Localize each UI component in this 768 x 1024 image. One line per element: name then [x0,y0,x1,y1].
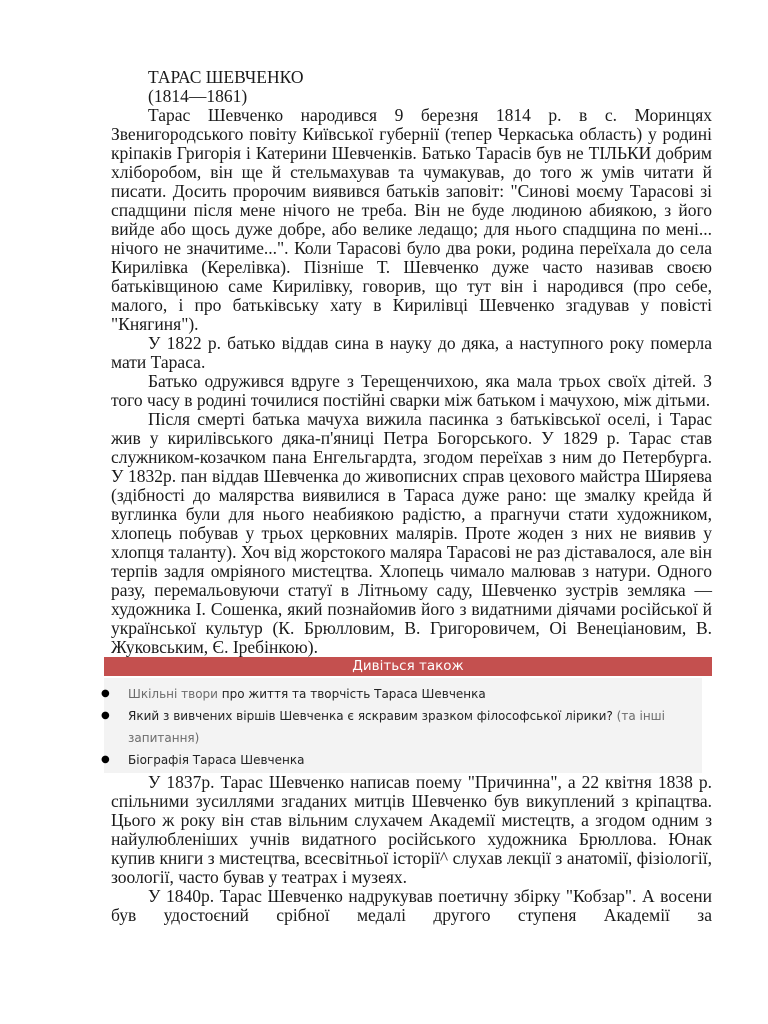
see-also-box [101,657,712,773]
paragraph-petersburg: Після смерті батька мачуха вижила пасинка з батьківської оселі, і Тарас жив у кирилівського дяка-п'яниці Петра Богорського. У 1829 р. Тарас став служником-козачком пана Енгельгардта, згодом переїхав з ним до Петербурга. У 1832р. пан віддав Шевченка до живописних справ цехового майстра Ширяева (здібності до малярства виявилися в Тараса дуже рано: ще змалку крейда й вуглинка були для нього неабиякою радістю, а прагнучи стати художником, хлопець побував у трьох церковних малярів. Проте жоден з них не виявив у хлопця таланту). Хоч від жорстокого маляра Тарасові не раз діставалося, але він терпів задля омріяного мистецтва. Хлопець чимало малював з натури. Одного разу, перемальовуючи статуї в Літньому саду, Шевченко зустрів земляка — художника І. Сошенка, який познайомив його з видатними діячами російської й української культур (К. Брюлловим, В. Григоровичем, Оі Венеціановим, В. Жуковським, Є. Іребінкою). [111,409,712,657]
document-title: ТАРАС ШЕВЧЕНКО [148,67,304,87]
paragraph-1822: У 1822 р. батько віддав сина в науку до дяка, а наступного року померла мати Тараса. [111,333,712,372]
paragraph-birth: Тарас Шевченко народився 9 березня 1814 р. в с. Моринцях Звенигородського повіту Київської губернії (тепер Черкаська область) у родині кріпаків Григорія і Катерини Шевченків. Батько Тарасів був не ТІЛЬКИ добрим хліборобом, він ще й стельмахував та чумакував, до того ж умів читати й писати. Досить пророчим виявився батьків заповіт: "Синові моєму Тарасові зі спадщини після мене нічого не треба. Він не буде людиною абиякою, з його вийде або щось дуже добре, або велике ледащо; для нього спадщина по мені... нічого не значитиме...". Коли Тарасові було два роки, родина переїхала до села Кирилівка (Керелівка). Пізніше Т. Шевченко дуже часто називав своєю батьківщиною саме Кирилівку, говорив, що тут він і народився (про себе, малого, і про батьківську хату в Кирилівці Шевченко згадував у повісті "Княгиня"). [111,105,712,334]
see-also-text[interactable]: Біографія Тараса Шевченка [128,753,305,767]
see-also-text[interactable]: Який з вивчених віршів Шевченка є яскравим зразком філософської лірики? [128,709,617,723]
bullet-icon: ● [101,754,110,765]
see-also-link[interactable]: Шкільні твори [128,687,218,701]
see-also-extra[interactable]: (та інші запитання) [128,709,665,745]
paragraph-stepmother: Батько одружився вдруге з Терещенчихою, яка мала трьох своїх дітей. З того часу в родині точилися постійні сварки між батьком і мачухою, між дітьми. [111,371,712,410]
see-also-item[interactable] [101,683,702,705]
see-also-header: Дивіться також [104,657,712,676]
see-also-list [101,678,702,773]
document-years: (1814—1861) [148,86,248,106]
paragraph-1840: У 1840р. Тарас Шевченко надрукував поетичну збірку "Кобзар". А восени був удостоєний срібної медалі другого ступеня Академії за [111,886,712,925]
bullet-icon: ● [101,688,110,699]
see-also-text[interactable]: про життя та творчість Тараса Шевченка [217,687,486,701]
paragraph-1837: У 1837р. Тарас Шевченко написав поему "Причинна", а 22 квітня 1838 р. спільними зусиллями згаданих митців Шевченко був викуплений з кріпацтва. Цього ж року він став вільним слухачем Академії мистецтв, а згодом одним з найулюбленіших учнів видатного російського художника Брюллова. Юнак купив книги з мистецтва, всесвітньої історії^ слухав лекції з анатомії, фізіології, зоології, часто бував у театрах і музеях. [111,772,712,887]
see-also-item[interactable] [101,705,702,749]
bullet-icon: ● [101,710,110,721]
see-also-item[interactable] [101,749,702,771]
document-page [101,67,712,925]
